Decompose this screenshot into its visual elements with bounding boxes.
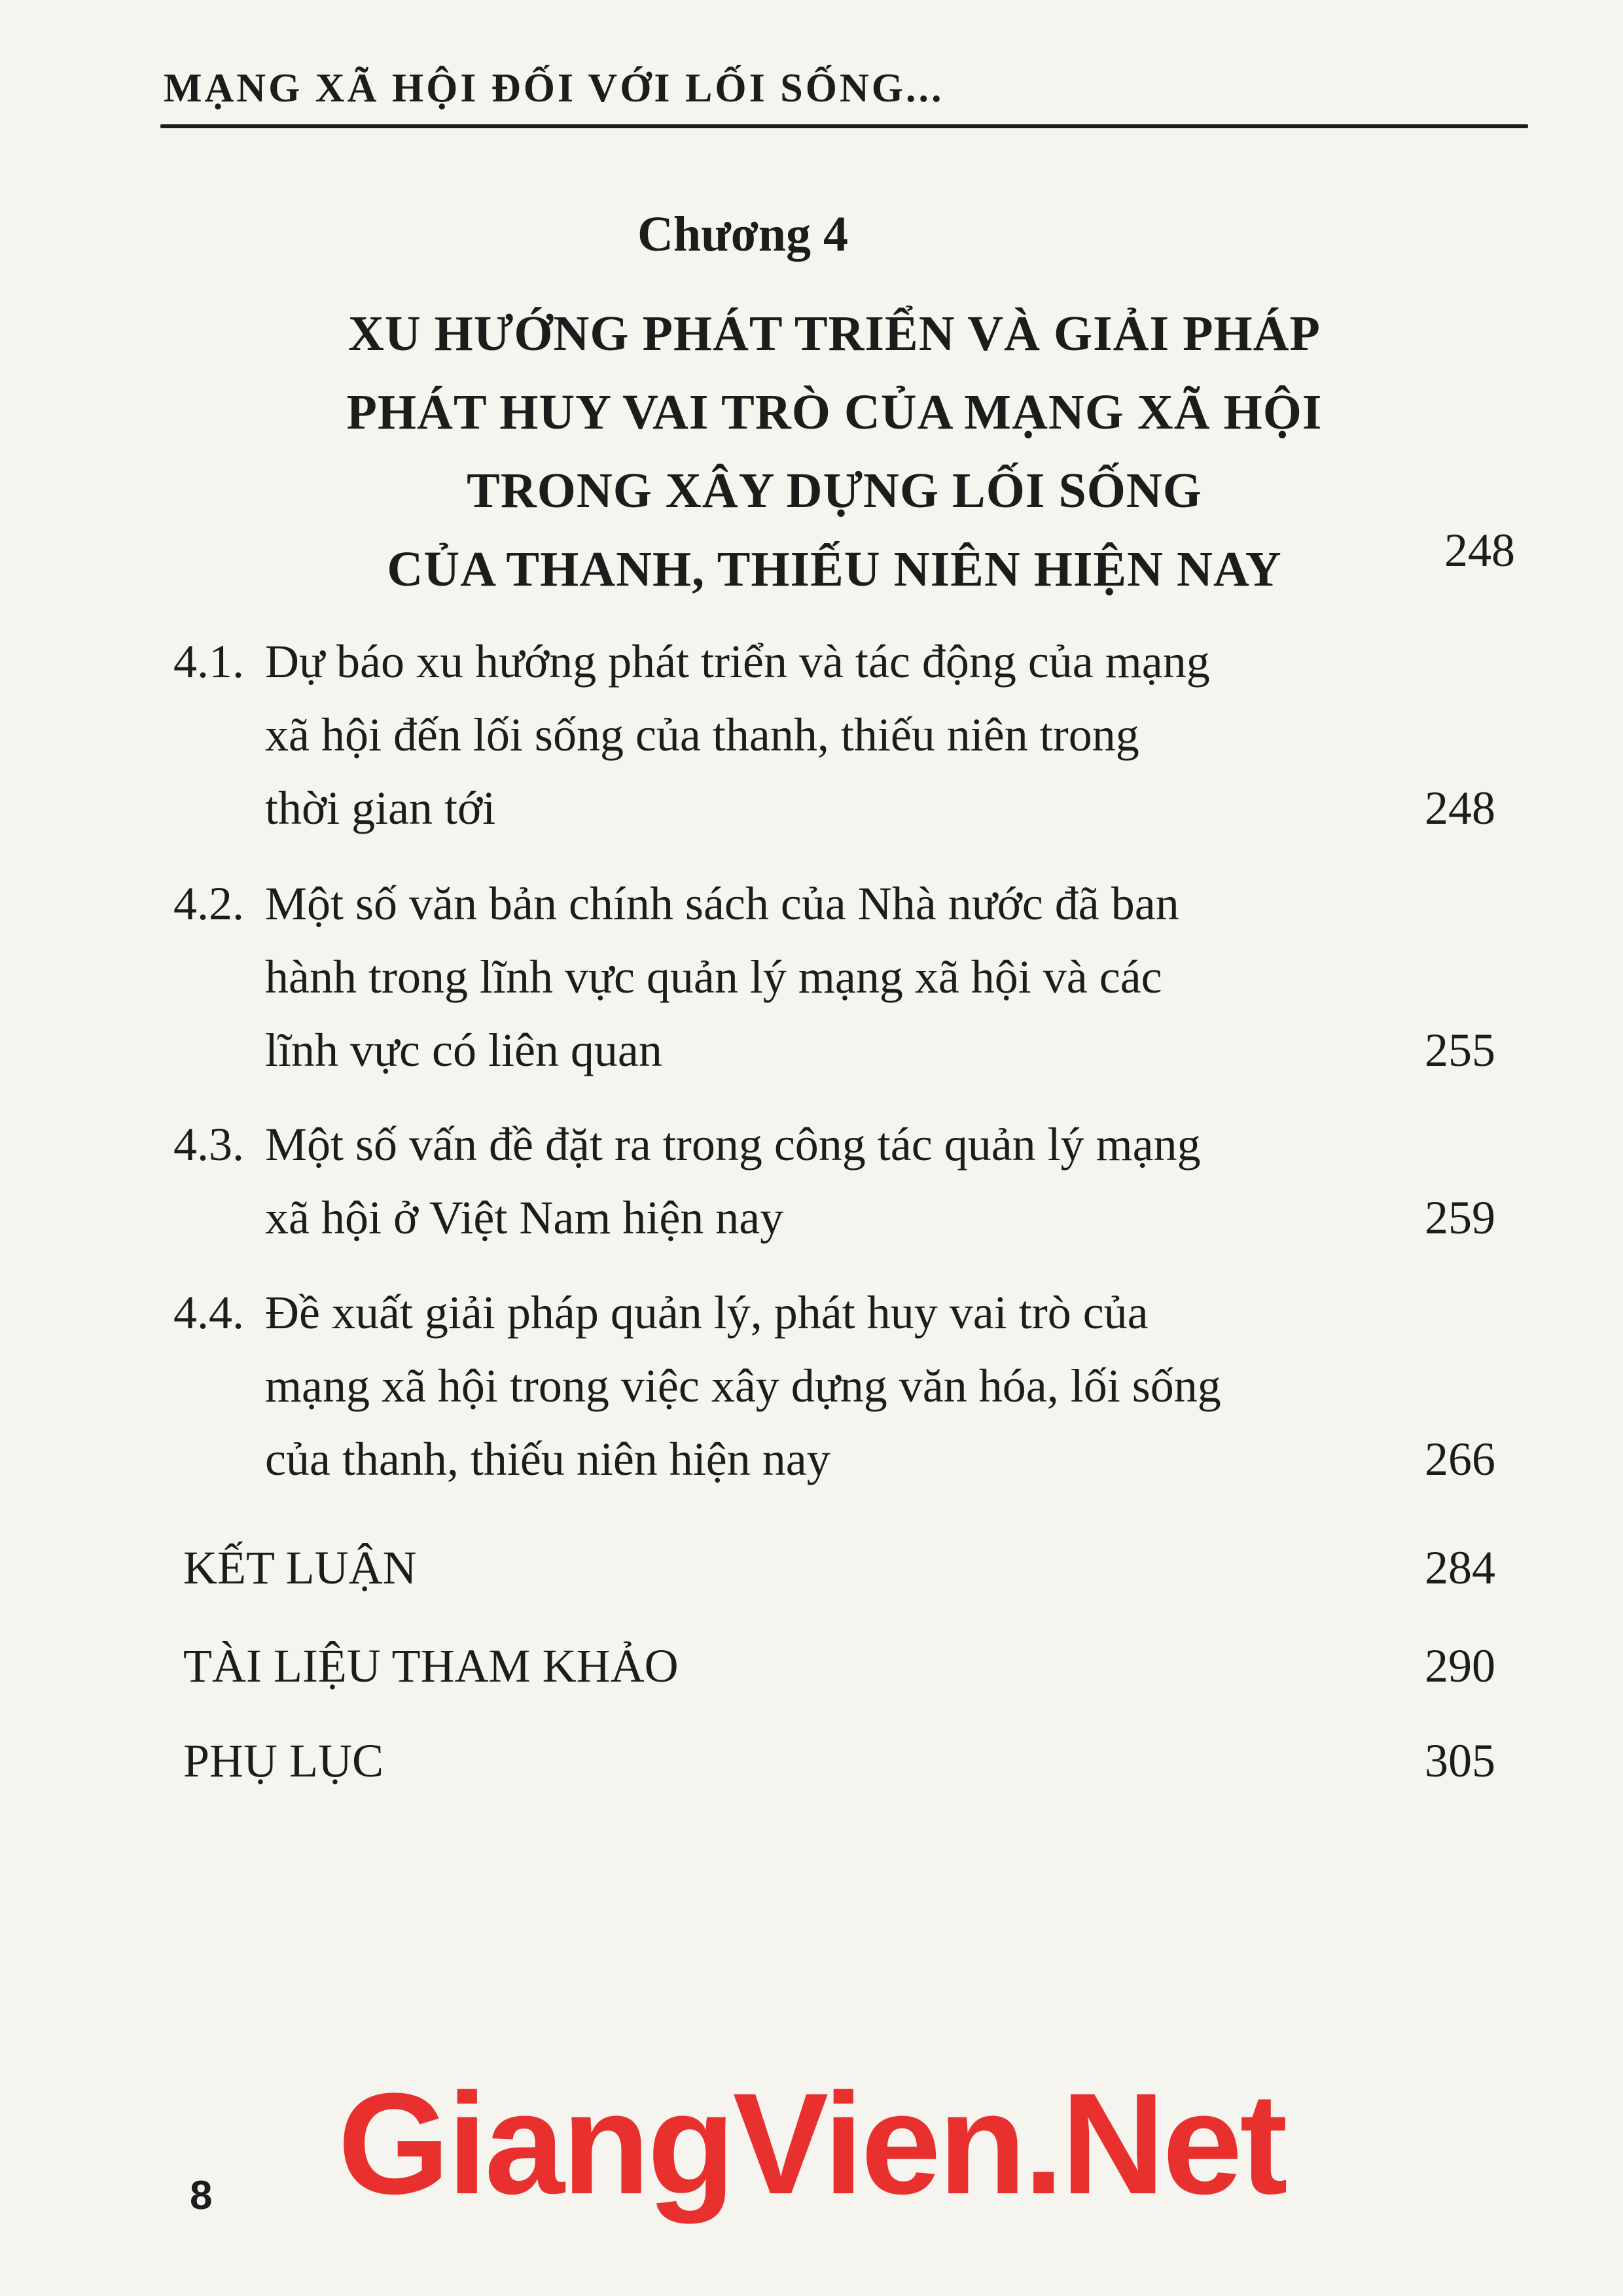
toc-entry-line: Một số vấn đề đặt ra trong công tác quản lý mạng [265,1118,1201,1171]
toc-entry-number: 4.4. [173,1286,244,1339]
header-rule [160,124,1528,128]
toc-entry-page: 266 [1425,1433,1495,1485]
chapter-title-line: TRONG XÂY DỰNG LỐI SỐNG [467,463,1202,518]
toc-entry-line: lĩnh vực có liên quan [265,1024,662,1076]
toc-entry-line: hành trong lĩnh vực quản lý mạng xã hội và các [265,951,1162,1003]
toc-entry-number: 4.2. [173,877,244,930]
toc-entry-text [265,867,1378,1087]
watermark: GiangVien.Net [338,2063,1285,2224]
toc-entry-conclusion[interactable] [183,1541,1495,1600]
chapter-title [183,294,1486,609]
toc-entry-references[interactable] [183,1639,1495,1698]
chapter-title-line: XU HƯỚNG PHÁT TRIỂN VÀ GIẢI PHÁP [348,306,1321,361]
toc-entry-page: 305 [1425,1735,1495,1787]
running-title: MẠNG XÃ HỘI ĐỐI VỚI LỐI SỐNG... [164,66,944,111]
toc-entry[interactable] [173,867,1495,1089]
chapter-title-line: CỦA THANH, THIẾU NIÊN HIỆN NAY [387,542,1282,597]
toc-entry-page: 284 [1425,1542,1495,1594]
toc-entry-line: Dự báo xu hướng phát triển và tác động của mạng [265,635,1210,688]
toc-entry-line: Đề xuất giải pháp quản lý, phát huy vai trò của [265,1286,1149,1339]
toc-entry-appendix[interactable] [183,1734,1495,1793]
toc-entry-line: xã hội đến lối sống của thanh, thiếu niên trong [265,709,1139,761]
toc-entry[interactable] [173,1108,1495,1258]
toc-entry-page: 248 [1425,782,1495,834]
chapter-label: Chương 4 [637,207,849,262]
page-number: 8 [190,2173,213,2218]
chapter-title-line: PHÁT HUY VAI TRÒ CỦA MẠNG XÃ HỘI [346,385,1323,440]
toc-entry-text [265,1276,1378,1496]
toc-entry-line: xã hội ở Việt Nam hiện nay [265,1192,784,1244]
toc-entry-text [265,1108,1378,1254]
toc-entry-number: 4.3. [173,1118,244,1171]
toc-entry-line: Một số văn bản chính sách của Nhà nước đã ban [265,877,1179,930]
toc-entry[interactable] [173,1276,1495,1498]
toc-entry-page: 290 [1425,1640,1495,1692]
chapter-page-number: 248 [1444,524,1515,576]
toc-entry-label: KẾT LUẬN [183,1542,417,1594]
toc-entry-text [265,625,1378,845]
toc-entry-label: TÀI LIỆU THAM KHẢO [183,1640,679,1692]
toc-entry-line: thời gian tới [265,782,496,834]
toc-entry-line: mạng xã hội trong việc xây dựng văn hóa, lối sống [265,1360,1221,1412]
toc-entry[interactable] [173,625,1495,847]
toc-entry-number: 4.1. [173,635,244,688]
toc-entry-page: 255 [1425,1024,1495,1076]
toc-entry-page: 259 [1425,1192,1495,1244]
toc-entry-label: PHỤ LỤC [183,1735,384,1787]
toc-entry-line: của thanh, thiếu niên hiện nay [265,1433,830,1485]
